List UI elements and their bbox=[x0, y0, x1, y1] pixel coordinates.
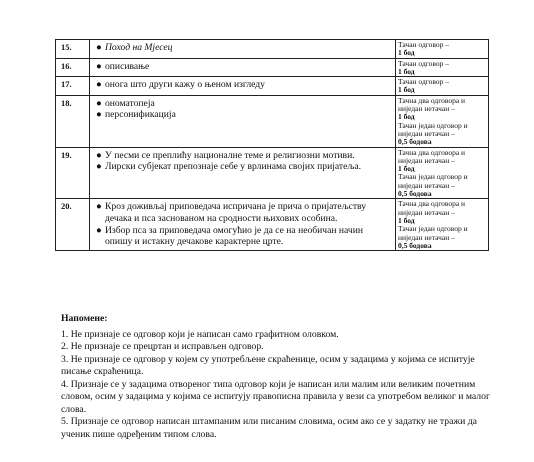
answer-item bbox=[96, 109, 390, 121]
points-value-text: 0,5 бодова bbox=[398, 137, 432, 147]
points-cell bbox=[396, 40, 489, 59]
points-condition-text: Тачан одговор – bbox=[398, 77, 450, 87]
note-item: 1. Не признаје се одговор који је написан само графитном оловком. bbox=[61, 328, 339, 340]
points-condition-text: ниједан нетачан – bbox=[398, 207, 455, 217]
points-value-text: 0,5 бодова bbox=[398, 240, 432, 250]
answer-text: У песми се преплићу националне теме и религиозни мотиви. bbox=[105, 149, 355, 161]
points-value-text: 1 бод bbox=[398, 164, 415, 174]
points-condition-text: Тачна два одговора и bbox=[398, 95, 466, 105]
points-value-text: 1 бод bbox=[398, 66, 415, 76]
points-value-text: 1 бод bbox=[398, 112, 415, 122]
answer-text: Избор пса за приповедача омогућио је да се на необичан начин опишу и истакну дечакове карактерне црте. bbox=[105, 224, 363, 248]
answer-item bbox=[96, 98, 390, 110]
answer-cell bbox=[90, 77, 396, 96]
note-item: 5. Признаје се одговор написан штампаним или писаним словима, осим ако се у задатку не тражи да ученик пише одређеним типом слова. bbox=[61, 416, 477, 440]
points-condition-text: Тачан одговор – bbox=[398, 40, 450, 49]
answer-item bbox=[96, 150, 390, 162]
answer-item bbox=[96, 161, 390, 173]
points-condition-text: ниједан нетачан – bbox=[398, 232, 455, 242]
notes-section bbox=[61, 313, 501, 441]
note-item: 2. Не признаје се прецртан и исправљен одговор. bbox=[61, 341, 264, 352]
question-number: 15. bbox=[56, 40, 90, 59]
answer-row bbox=[56, 95, 489, 147]
answer-text: онога што други кажу о њеном изгледу bbox=[105, 79, 265, 91]
answer-text: Кроз доживљај приповедача испричана је прича о пријатељству дечака и пса заснованом на сродности њихових особина. bbox=[105, 201, 367, 224]
points-value-text: 1 бод bbox=[398, 85, 415, 95]
points-cell bbox=[396, 147, 489, 199]
points-condition-text: Тачан одговор – bbox=[398, 58, 450, 68]
answer-item bbox=[96, 61, 390, 73]
points-condition-text: Тачан један одговор и bbox=[398, 172, 468, 182]
points-value-text: 0,5 бодова bbox=[398, 189, 432, 199]
points-value-text: 1 бод bbox=[398, 48, 415, 58]
question-number: 18. bbox=[56, 95, 90, 147]
answer-cell bbox=[90, 147, 396, 199]
answer-cell bbox=[90, 199, 396, 251]
answer-row bbox=[56, 40, 489, 59]
bullet-icon: ● bbox=[96, 161, 102, 173]
notes-list bbox=[61, 329, 501, 442]
answer-text: ономатопеја bbox=[105, 97, 155, 109]
answer-row bbox=[56, 77, 489, 96]
answer-item bbox=[96, 79, 390, 91]
points-value-text: 1 бод bbox=[398, 215, 415, 225]
points-condition-text: Тачна два одговора и bbox=[398, 147, 466, 157]
points-cell bbox=[396, 199, 489, 251]
points-cell bbox=[396, 77, 489, 96]
answer-item bbox=[96, 225, 390, 248]
bullet-icon: ● bbox=[96, 149, 102, 161]
question-number: 17. bbox=[56, 77, 90, 96]
answer-text: описивање bbox=[105, 60, 150, 72]
answer-row bbox=[56, 58, 489, 77]
bullet-icon: ● bbox=[96, 97, 102, 109]
points-value bbox=[398, 86, 486, 94]
question-number: 19. bbox=[56, 147, 90, 199]
bullet-icon: ● bbox=[96, 224, 102, 236]
points-value bbox=[398, 138, 486, 146]
answer-cell bbox=[90, 58, 396, 77]
points-condition-text: ниједан нетачан – bbox=[398, 155, 455, 165]
answer-cell bbox=[90, 95, 396, 147]
note-item: 3. Не признаје се одговор у којем су употребљене скраћенице, осим у задацима у којима се испитује писање скраћеница. bbox=[61, 353, 475, 377]
answer-cell bbox=[90, 40, 396, 59]
answer-row bbox=[56, 147, 489, 199]
answer-row bbox=[56, 199, 489, 251]
points-condition-text: ниједан нетачан – bbox=[398, 180, 455, 190]
points-cell bbox=[396, 95, 489, 147]
answer-key-table bbox=[55, 39, 489, 251]
points-condition-text: Тачан један одговор и bbox=[398, 120, 468, 130]
bullet-icon: ● bbox=[96, 201, 102, 213]
notes-title: Напомене: bbox=[61, 313, 108, 324]
points-value bbox=[398, 68, 486, 76]
answer-text: персонификација bbox=[105, 109, 176, 121]
note-item: 4. Признаје се у задацима отвореног типа одговор који је написан или малим или великим почетним словом, осим у задацима у којима се испитују правописна правила у вези са употребом великог и малог слова. bbox=[61, 378, 490, 415]
answer-item bbox=[96, 201, 390, 224]
bullet-icon: ● bbox=[96, 109, 102, 121]
answer-text: Лирски субјекат препознаје себе у врлинама својих пријатеља. bbox=[105, 161, 361, 173]
points-condition-text: Тачан један одговор и bbox=[398, 224, 468, 234]
points-value bbox=[398, 242, 486, 250]
answer-text: Поход на Мјесец bbox=[105, 42, 173, 53]
bullet-icon: ● bbox=[96, 79, 102, 91]
points-condition-text: Тачна два одговора и bbox=[398, 199, 466, 209]
points-condition-text: ниједан нетачан – bbox=[398, 128, 455, 138]
question-number: 20. bbox=[56, 199, 90, 251]
bullet-icon: ● bbox=[96, 60, 102, 72]
question-number: 16. bbox=[56, 58, 90, 77]
answer-item bbox=[96, 42, 390, 54]
points-condition-text: ниједан нетачан – bbox=[398, 104, 455, 114]
points-value bbox=[398, 190, 486, 198]
points-value bbox=[398, 49, 486, 57]
bullet-icon: ● bbox=[96, 42, 102, 53]
points-cell bbox=[396, 58, 489, 77]
